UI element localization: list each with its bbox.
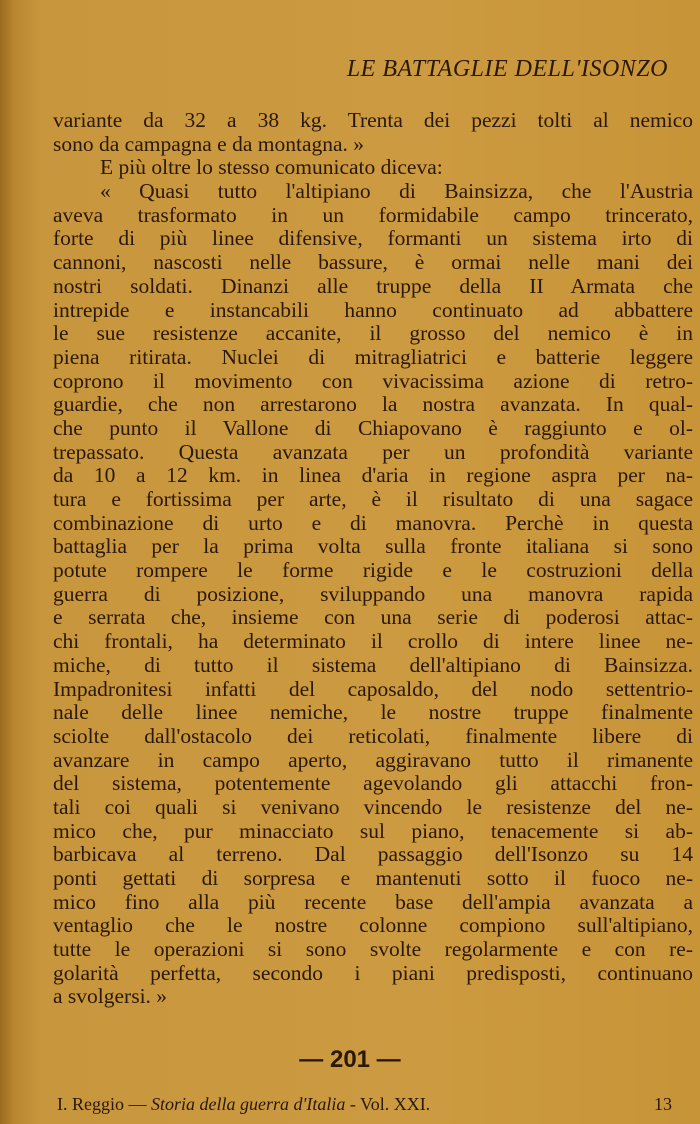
text-line: tutte le operazioni si sono svolte regolarmente e con re- [53,937,693,962]
text-line: ponti gettati di sorpresa e mantenuti sotto il fuoco ne- [53,866,693,890]
text-line: le sue resistenze accanite, il grosso del nemico è in [53,321,693,346]
text-line: sono da campagna e da montagna. » [53,131,365,156]
text-line: ventaglio che le nostre colonne compiono sull'altipiano, [53,913,693,938]
text-line: avanzare in campo aperto, aggiravano tutto il rimanente [53,747,693,772]
text-line: golarità perfetta, secondo i piani predisposti, continuano [53,960,693,985]
running-title: LE BATTAGLIE DELL'ISONZO [346,56,668,82]
text-line: piena ritirata. Nuclei di mitragliatrici e batterie leggere [53,344,693,369]
text-line: mico che, pur minacciato sul piano, tenacemente si ab- [53,818,693,843]
footer-title: Storia della guerra d'Italia [151,1094,346,1114]
text-line: coprono il movimento con vivacissima azione di retro- [53,368,693,393]
text-line: miche, di tutto il sistema dell'altipiano di Bainsizza. [53,652,693,677]
page-number: — 201 — [299,1046,401,1073]
text-line: e serrata che, insieme con una serie di poderosi attac- [53,605,693,630]
text-line: guardie, che non arrestarono la nostra avanzata. In qual- [53,392,693,417]
text-line: del sistema, potentemente agevolando gli attacchi fron- [53,771,693,796]
text-line: battaglia per la prima volta sulla fronte italiana si sono [53,534,693,559]
text-line: nostri soldati. Dinanzi alle truppe della II Armata che [53,273,693,298]
text-line: Impadronitesi infatti del caposaldo, del nodo settentrio- [53,676,693,701]
text-line: tura e fortissima per arte, è il risultato di una sagace [53,487,693,511]
text-line: potute rompere le forme rigide e le costruzioni della [53,558,693,583]
footer-citation [57,1094,430,1115]
text-line: mico fino alla più recente base dell'ampia avanzata a [53,889,693,914]
text-line: a svolgersi. » [53,984,168,1009]
text-line: chi frontali, ha determinato il crollo di intere linee ne- [53,629,693,654]
text-line: E più oltre lo stesso comunicato diceva: [100,155,443,180]
page-body [53,109,693,1009]
text-line: combinazione di urto e di manovra. Perchè in questa [53,510,693,535]
text-line: cannoni, nascosti nelle bassure, è ormai nelle mani dei [53,250,693,275]
text-line: tali coi quali si venivano vincendo le resistenze del ne- [53,794,693,819]
text-line: intrepide e instancabili hanno continuato ad abbattere [53,297,693,322]
text-line: variante da 32 a 38 kg. Trenta dei pezzi tolti al nemico [53,108,693,132]
text-line: aveva trasformato in un formidabile campo trincerato, [53,202,693,227]
text-line: che punto il Vallone di Chiapovano è raggiunto e ol- [53,415,693,440]
text-line: sciolte dall'ostacolo dei reticolati, finalmente libere di [53,723,693,748]
signature-mark: 13 [654,1094,672,1114]
text-line: guerra di posizione, sviluppando una manovra rapida [53,581,693,606]
text-line: « Quasi tutto l'altipiano di Bainsizza, che l'Austria [100,179,693,204]
text-line: da 10 a 12 km. in linea d'aria in regione aspra per na- [53,463,693,488]
text-line: trepassato. Questa avanzata per un profondità variante [53,439,693,464]
text-line: forte di più linee difensive, formanti un sistema irto di [53,226,693,251]
footer-volume: - Vol. XXI. [349,1094,431,1114]
text-line: barbicava al terreno. Dal passaggio dell'Isonzo su 14 [53,842,693,867]
text-line: nale delle linee nemiche, le nostre truppe finalmente [53,700,693,725]
footer-author: I. Reggio — [57,1094,147,1114]
